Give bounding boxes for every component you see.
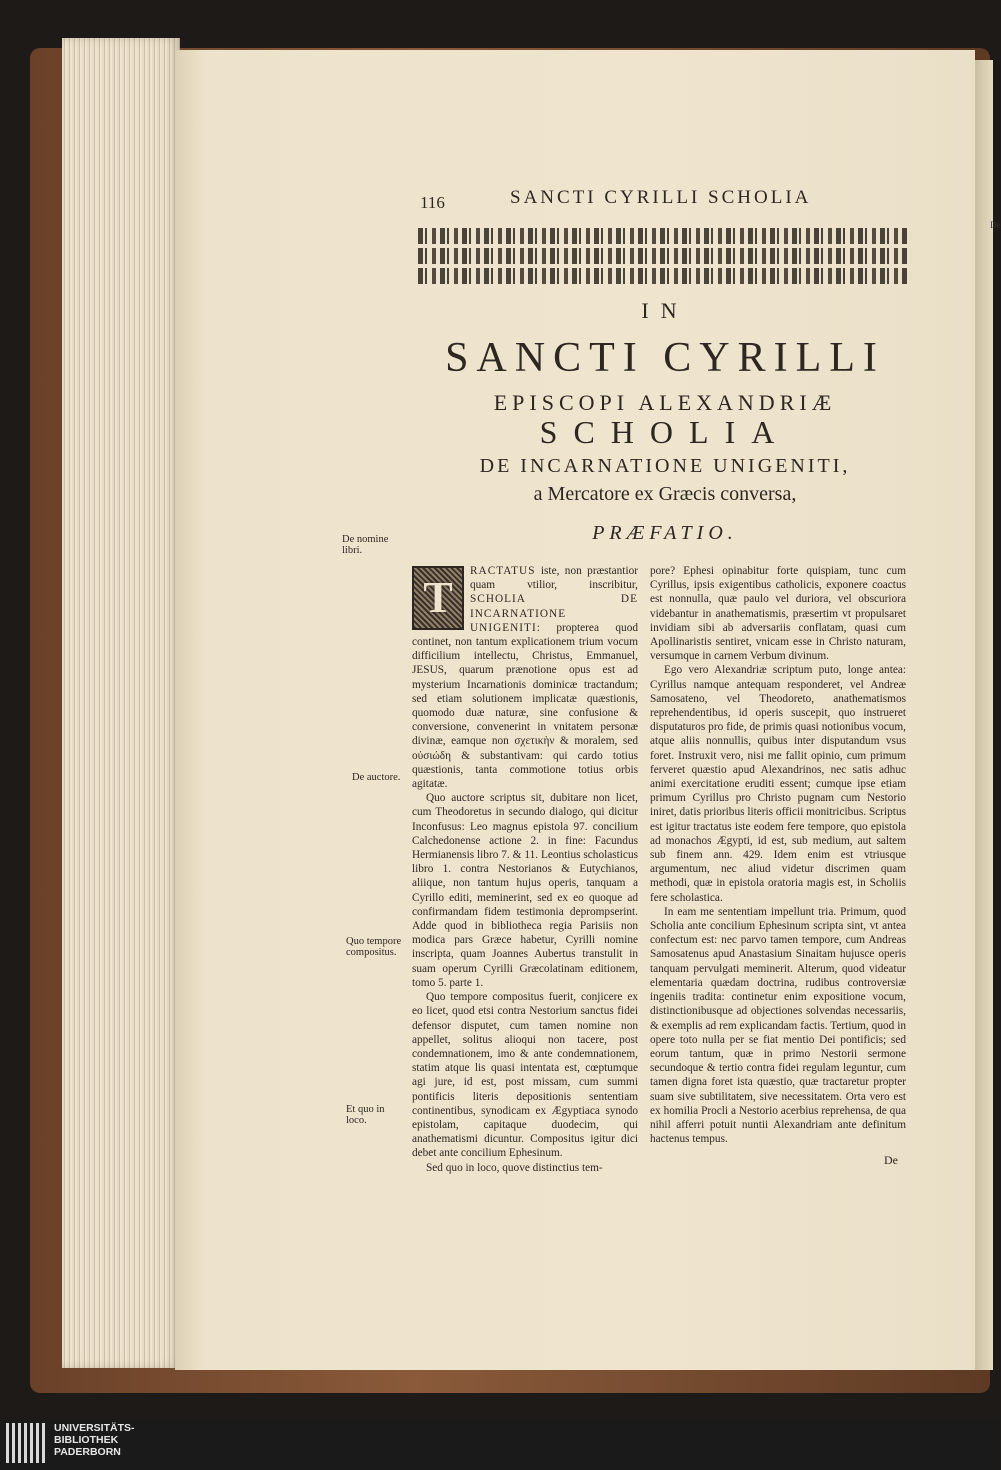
paragraph-text: : propterea quod continet, non tantum explicationem trium vocum difficilium intellectu, Christus, Emmanuel, JESUS, quarum prænotione opus est ad mysterium Incarnationis dominicæ tractandum; sed etiam solutionem implicatæ quæstionis, quomodo duæ naturæ, sine confusione & conversione, convenerint in vnitatem personæ divinæ, eamque non σχετικὴν & moralem, sed οὐσιώδη & substantivam: qui cardo totius quæstionis, tanta commotione totius orbis agitatæ.: [412, 621, 638, 791]
side-note-nomine: De nomine libri.: [342, 534, 389, 556]
running-title: SANCTI CYRILLI SCHOLIA: [510, 187, 812, 208]
paragraph-tria: In eam me sententiam impellunt tria. Primum, quod Scholia ante concilium Ephesinum scripta sint, vt antea confectum est: nec parvo tamen tempore, cum Andreas Samosatenus apud Anastasium Sinaitam hujusce operis tanquam pervulgati meminerit. Alterum, quod videatur elementaria quædam doctrina, rudibus controversiæ ingeniis tradita: continetur enim expositione vocum, distinctionibusque ad objectiones solvendas necessariis, & exemplis ad rem explicandam factis. Tertium, quod in opere toto nulla per se fiat mentio Dei pontificis; sed eorum tantum, quæ in primo Nestorii sermone secundoque & tertio contra fidei regulam leguntur, cum tamen digna foret ista quæstio, quæ tractaretur propter suam sive subtilitatem, sive necessitatem. Orta vero est ex homilia Procli a Nestorio acerbius reprehensa, de qua nihil afferri potuit nuntii Alexandriam ante definitum hactenus tempus.: [650, 905, 906, 1146]
heading-praefatio: PRÆFATIO.: [592, 522, 738, 544]
ornament-band-middle: [418, 248, 908, 264]
ornament-band-bottom: [418, 268, 908, 284]
heading-de-incarnatione: DE INCARNATIONE UNIGENITI,: [479, 455, 851, 477]
library-name: [54, 1422, 135, 1458]
library-footer: [0, 1418, 1000, 1470]
heading-in: IN: [641, 298, 689, 323]
right-column: [650, 564, 906, 1156]
facing-page-fragment: De: [990, 220, 1001, 230]
library-name-line: UNIVERSITÄTS-: [54, 1422, 135, 1434]
side-note-auctore: De auctore.: [352, 772, 401, 783]
paragraph-alexandriae: Ego vero Alexandriæ scriptum puto, longe antea: Cyrillus namque antequam responderet, vel Andreæ Samosateno, vel Theodoreto, anathematismos reprehendentibus, id operis suscepit, quo instrueret disputaturos pro fide, de primis quasi notionibus vocum, atque aliis nonnullis, quibus inter disputandum vsus foret. Instruxit vero, nisi me fallit opinio, cum primum ferveret quæstio apud Alexandrinos, nec satis adhuc animi exercitatione eruditi essent; cumque ipse etiam primum Cyrillus pro Christo pugnam cum Nestorio iniret, datis prioribus literis officii monitricibus. Scriptus est igitur tractatus iste eodem fere tempore, quo epistola ad monachos Ægypti, id est, sub medium, aut saltem sub finem ann. 429. Idem enim est vtriusque argumentum, nec aliud videtur discrimen quam methodi, quæ in epistola oratoria magis est, in Scholiis fere scholastica.: [650, 664, 906, 904]
library-name-line: BIBLIOTHEK: [54, 1434, 119, 1446]
initial-letter: T: [423, 572, 453, 622]
library-logo-icon: [6, 1423, 46, 1463]
heading-mercatore: a Mercatore ex Græcis conversa,: [533, 483, 797, 505]
paragraph-nomine: [412, 564, 638, 791]
ornament-band-top: [418, 228, 908, 244]
left-column: [412, 564, 638, 1174]
decorated-initial: [412, 566, 464, 630]
paragraph-auctore: Quo auctore scriptus sit, dubitare non licet, cum Theodoretus in secundo dialogo, qui dicitur Inconfusus: Leo magnus epistola 97. concilium Calchedonense actione 2. in fine: Facundus Hermianensis libro 7. & 11. Leontius scholasticus libro 1. contra Nestorianos & Eutychianos, aliique, non tantum hujus operis, tanquam a Cyrillo editi, meminerint, sed ex eo quoque ad confirmandam fidem testimonia deprompserint. Adde quod in bibliotheca regia Parisiis non modica pars Græce habetur, Cyrilli nomine inscripta, quam Joannes Aubertus transtulit in suam operum Cyrilli Græcolatinam editionem, tomo 5. parte 1.: [412, 792, 638, 989]
book-title-inline: SCHOLIA DE INCARNATIONE UNIGENITI: [470, 593, 638, 634]
page-number: 116: [420, 193, 445, 212]
heading-name: SANCTI CYRILLI: [445, 335, 885, 381]
paragraph-text: iste, non præstantior quam vtilior, inscribitur,: [470, 565, 638, 592]
side-note-loco: Et quo in loco.: [346, 1104, 385, 1126]
running-head: [420, 187, 910, 215]
side-note-tempore: Quo tempore compositus.: [346, 936, 402, 958]
library-name-line: PADERBORN: [54, 1446, 121, 1458]
paragraph-loco: Sed quo in loco, quove distinctius tem-: [426, 1161, 603, 1174]
catchword: De: [884, 1153, 898, 1167]
heading-episcopi: EPISCOPI ALEXANDRIÆ: [493, 390, 837, 415]
paragraph-lead-word: RACTATUS: [470, 565, 536, 577]
page-edges: [62, 38, 180, 1368]
heading-scholia: SCHOLIA: [539, 414, 791, 450]
paragraph-ephesi: pore? Ephesi opinabitur forte quispiam, tunc cum Cyrillus, ipsis exigentibus catholicis, exponere coactus est nonnulla, quæ paulo vel duriora, vel obscuriora videbantur in anathematismis, præsertim vt propulsaret invidiam sibi ab adversariis conflatam, quasi cum Apollinaristis sentiret, vnicam esse in Christo naturam, versumque in carnem Verbum divinum.: [650, 565, 906, 663]
paragraph-tempore: Quo tempore compositus fuerit, conjicere ex eo licet, quod etsi contra Nestorium sanctus fidei defensor disputet, cum tamen nomine non appellet, solitus alioqui non tacere, post condemnationem, imo & ante condemnationem, statim atque lis quasi intentata est, cœptumque agi jure, id est, post missam, cum summi pontificis literis depositionis sententiam continentibus, synodicam ex Ægyptiaca synodo epistolam, capitaque duodecim, qui anathematismi dicuntur. Compositus igitur dici debet ante concilium Ephesinum.: [412, 991, 638, 1160]
